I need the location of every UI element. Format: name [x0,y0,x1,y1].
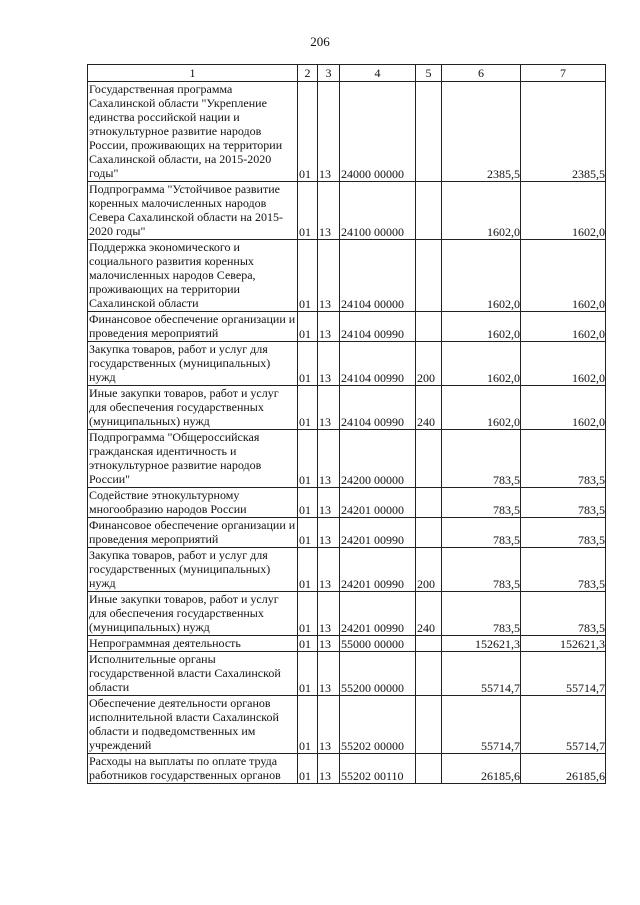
row-subsection-cell: 13 [318,430,340,488]
row-amount-cell: 1602,0 [521,312,606,342]
row-target-article-cell: 24104 00990 [340,386,416,430]
table-row [88,696,606,754]
row-amount-cell: 1602,0 [521,182,606,240]
table-row [88,548,606,592]
row-expense-type-cell [416,652,442,696]
row-amount-cell: 55714,7 [521,696,606,754]
table-row [88,312,606,342]
row-name-cell: Закупка товаров, работ и услуг для государственных (муниципальных) нужд [88,342,298,386]
row-section-cell: 01 [298,592,318,636]
row-expense-type-cell [416,754,442,784]
row-amount-cell: 783,5 [521,518,606,548]
row-amount-cell: 2385,5 [521,82,606,182]
row-name-cell: Финансовое обеспечение организации и проведения мероприятий [88,312,298,342]
row-amount-cell: 2385,5 [442,82,521,182]
table-row [88,240,606,312]
row-section-cell: 01 [298,82,318,182]
row-target-article-cell: 55000 00000 [340,636,416,652]
table-body [88,82,606,784]
row-amount-cell: 1602,0 [442,312,521,342]
row-subsection-cell: 13 [318,636,340,652]
row-amount-cell: 783,5 [442,488,521,518]
row-name-cell: Исполнительные органы государственной власти Сахалинской области [88,652,298,696]
row-section-cell: 01 [298,240,318,312]
row-name-cell: Государственная программа Сахалинской области "Укрепление единства российской нации и этнокультурное развитие народов России, проживающих на территории Сахалинской области, на 2015-2020 годы" [88,82,298,182]
row-expense-type-cell [416,696,442,754]
row-subsection-cell: 13 [318,592,340,636]
row-subsection-cell: 13 [318,652,340,696]
row-name-cell: Непрограммная деятельность [88,636,298,652]
table-row [88,342,606,386]
row-section-cell: 01 [298,488,318,518]
row-name-cell: Иные закупки товаров, работ и услуг для обеспечения государственных (муниципальных) нужд [88,386,298,430]
row-subsection-cell: 13 [318,342,340,386]
row-section-cell: 01 [298,754,318,784]
row-amount-cell: 783,5 [442,430,521,488]
row-expense-type-cell [416,488,442,518]
row-target-article-cell: 24100 00000 [340,182,416,240]
row-name-cell: Закупка товаров, работ и услуг для государственных (муниципальных) нужд [88,548,298,592]
row-expense-type-cell: 200 [416,548,442,592]
row-expense-type-cell [416,240,442,312]
row-section-cell: 01 [298,386,318,430]
row-target-article-cell: 24200 00000 [340,430,416,488]
row-subsection-cell: 13 [318,548,340,592]
column-header: 5 [416,65,442,82]
table-row [88,518,606,548]
row-section-cell: 01 [298,312,318,342]
row-target-article-cell: 24201 00990 [340,518,416,548]
column-header: 1 [88,65,298,82]
row-name-cell: Финансовое обеспечение организации и проведения мероприятий [88,518,298,548]
row-target-article-cell: 24000 00000 [340,82,416,182]
row-section-cell: 01 [298,696,318,754]
row-section-cell: 01 [298,430,318,488]
row-amount-cell: 783,5 [521,430,606,488]
budget-table [87,64,606,784]
row-expense-type-cell: 240 [416,592,442,636]
row-expense-type-cell [416,430,442,488]
page-number: 206 [310,34,330,49]
row-target-article-cell: 24201 00000 [340,488,416,518]
row-expense-type-cell: 240 [416,386,442,430]
row-section-cell: 01 [298,652,318,696]
row-target-article-cell: 24104 00000 [340,240,416,312]
row-name-cell: Поддержка экономического и социального развития коренных малочисленных народов Севера, проживающих на территории Сахалинской области [88,240,298,312]
row-subsection-cell: 13 [318,82,340,182]
row-name-cell: Расходы на выплаты по оплате труда работников государственных органов [88,754,298,784]
row-subsection-cell: 13 [318,182,340,240]
column-header: 2 [298,65,318,82]
table-row [88,82,606,182]
row-expense-type-cell [416,312,442,342]
row-section-cell: 01 [298,548,318,592]
row-amount-cell: 1602,0 [442,386,521,430]
row-subsection-cell: 13 [318,386,340,430]
column-header: 7 [521,65,606,82]
row-name-cell: Содействие этнокультурному многообразию народов России [88,488,298,518]
row-amount-cell: 1602,0 [521,342,606,386]
row-amount-cell: 26185,6 [442,754,521,784]
row-subsection-cell: 13 [318,754,340,784]
row-subsection-cell: 13 [318,696,340,754]
row-amount-cell: 55714,7 [521,652,606,696]
table-row [88,430,606,488]
row-target-article-cell: 24201 00990 [340,548,416,592]
row-amount-cell: 55714,7 [442,652,521,696]
row-amount-cell: 1602,0 [442,182,521,240]
row-name-cell: Подпрограмма "Устойчивое развитие коренных малочисленных народов Севера Сахалинской области на 2015-2020 годы" [88,182,298,240]
table-row [88,386,606,430]
row-amount-cell: 1602,0 [521,386,606,430]
row-amount-cell: 783,5 [521,592,606,636]
row-subsection-cell: 13 [318,518,340,548]
row-amount-cell: 1602,0 [442,240,521,312]
table-row [88,182,606,240]
row-amount-cell: 1602,0 [442,342,521,386]
row-subsection-cell: 13 [318,240,340,312]
row-section-cell: 01 [298,636,318,652]
row-amount-cell: 783,5 [442,592,521,636]
row-target-article-cell: 24201 00990 [340,592,416,636]
table-row [88,652,606,696]
table-row [88,636,606,652]
row-expense-type-cell [416,82,442,182]
row-section-cell: 01 [298,518,318,548]
row-target-article-cell: 55202 00110 [340,754,416,784]
row-amount-cell: 152621,3 [442,636,521,652]
row-name-cell: Иные закупки товаров, работ и услуг для обеспечения государственных (муниципальных) нужд [88,592,298,636]
row-amount-cell: 1602,0 [521,240,606,312]
row-amount-cell: 783,5 [521,488,606,518]
row-expense-type-cell: 200 [416,342,442,386]
column-header: 6 [442,65,521,82]
column-header: 4 [340,65,416,82]
row-target-article-cell: 24104 00990 [340,312,416,342]
row-expense-type-cell [416,636,442,652]
row-expense-type-cell [416,518,442,548]
row-amount-cell: 26185,6 [521,754,606,784]
row-subsection-cell: 13 [318,312,340,342]
row-target-article-cell: 55202 00000 [340,696,416,754]
row-amount-cell: 55714,7 [442,696,521,754]
row-amount-cell: 783,5 [442,548,521,592]
row-amount-cell: 783,5 [521,548,606,592]
row-amount-cell: 152621,3 [521,636,606,652]
table-row [88,754,606,784]
row-section-cell: 01 [298,342,318,386]
row-target-article-cell: 24104 00990 [340,342,416,386]
row-subsection-cell: 13 [318,488,340,518]
table-header-row [88,65,606,82]
column-header: 3 [318,65,340,82]
table-row [88,488,606,518]
row-target-article-cell: 55200 00000 [340,652,416,696]
row-name-cell: Подпрограмма "Общероссийская гражданская идентичность и этнокультурное развитие народов России" [88,430,298,488]
row-section-cell: 01 [298,182,318,240]
row-expense-type-cell [416,182,442,240]
row-amount-cell: 783,5 [442,518,521,548]
row-name-cell: Обеспечение деятельности органов исполнительной власти Сахалинской области и подведомственных им учреждений [88,696,298,754]
table-row [88,592,606,636]
